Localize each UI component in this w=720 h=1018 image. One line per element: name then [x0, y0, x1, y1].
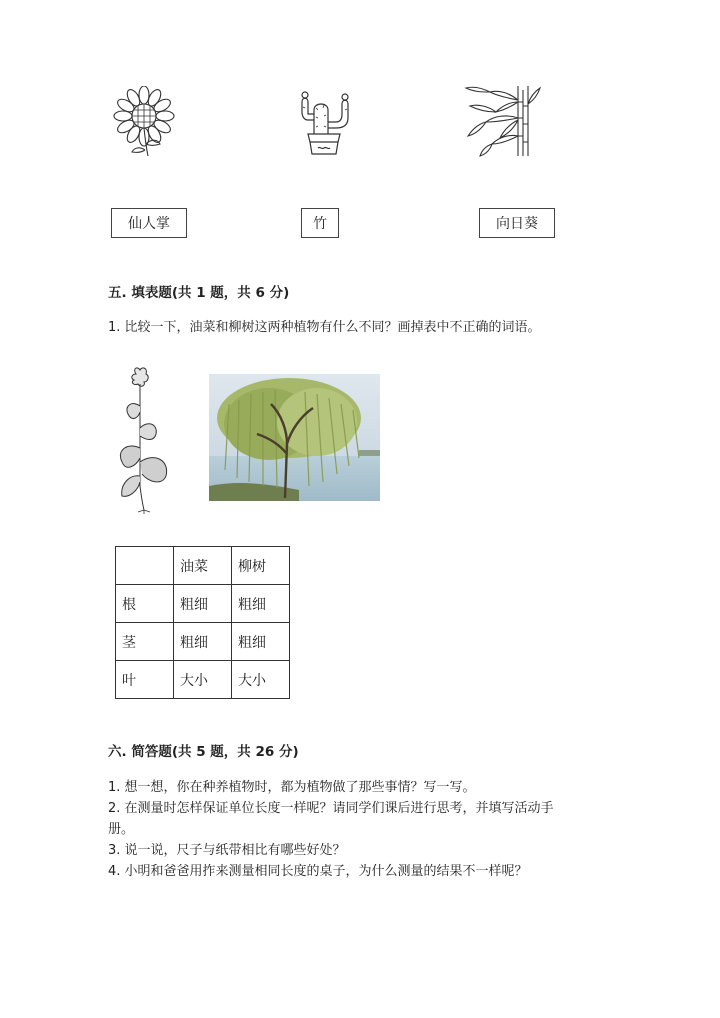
- rapeseed-plant-illustration: [108, 366, 178, 514]
- table-cell[interactable]: 大小: [232, 661, 290, 699]
- comparison-table: [115, 546, 290, 699]
- table-row: [116, 585, 290, 623]
- plant-name-box-3: 向日葵: [479, 208, 555, 238]
- table-row: [116, 661, 290, 699]
- table-row-label: 茎: [116, 623, 174, 661]
- table-header-cell: 柳树: [232, 547, 290, 585]
- plant-name-box-2: 竹: [301, 208, 339, 238]
- section-6-title: 六. 简答题(共 5 题，共 26 分): [108, 744, 299, 760]
- section-5-question: 1. 比较一下，油菜和柳树这两种植物有什么不同？画掉表中不正确的词语。: [108, 320, 541, 335]
- table-header-row: [116, 547, 290, 585]
- section-5-title: 五. 填表题(共 1 题，共 6 分): [108, 285, 290, 301]
- table-cell[interactable]: 大小: [174, 661, 232, 699]
- sunflower-icon: [108, 86, 180, 160]
- table-row-label: 根: [116, 585, 174, 623]
- table-cell[interactable]: 粗细: [174, 623, 232, 661]
- table-cell[interactable]: 粗细: [232, 623, 290, 661]
- section-6-question-4: 4. 小明和爸爸用拃来测量相同长度的桌子，为什么测量的结果不一样呢？: [108, 864, 528, 879]
- plant-name-box-1: 仙人掌: [111, 208, 187, 238]
- table-cell[interactable]: 粗细: [174, 585, 232, 623]
- section-6-question-2-cont: 册。: [108, 822, 135, 837]
- cactus-icon: [296, 86, 356, 160]
- section-6-question-1: 1. 想一想，你在种养植物时，都为植物做了那些事情？写一写。: [108, 780, 476, 795]
- section-6-question-2: 2. 在测量时怎样保证单位长度一样呢？请同学们课后进行思考，并填写活动手: [108, 801, 554, 816]
- willow-tree-photo: [209, 374, 380, 501]
- table-header-cell: 油菜: [174, 547, 232, 585]
- table-row: [116, 623, 290, 661]
- table-row-label: 叶: [116, 661, 174, 699]
- table-cell[interactable]: 粗细: [232, 585, 290, 623]
- section-6-question-3: 3. 说一说，尺子与纸带相比有哪些好处？: [108, 843, 346, 858]
- bamboo-icon: [464, 84, 544, 158]
- table-cell: [116, 547, 174, 585]
